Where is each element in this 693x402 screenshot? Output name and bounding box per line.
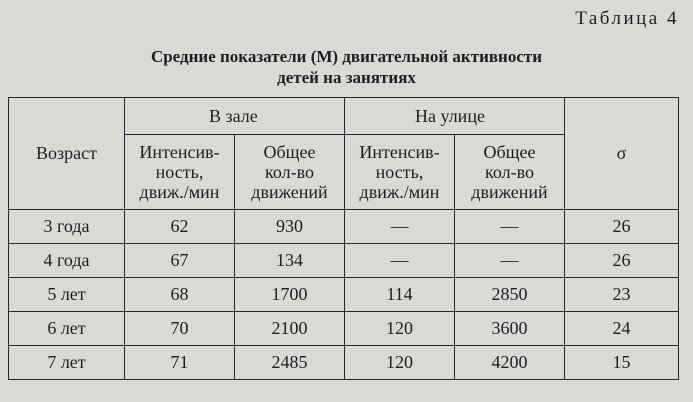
cell-street-intensity: — [345,244,455,278]
cell-street-intensity: — [345,210,455,244]
cell-hall-intensity: 71 [125,346,235,380]
cell-sigma: 26 [565,210,679,244]
cell-age: 5 лет [9,278,125,312]
header-row-top [9,98,679,135]
cell-sigma: 23 [565,278,679,312]
cell-age: 7 лет [9,346,125,380]
cell-hall-total: 930 [235,210,345,244]
cell-sigma: 26 [565,244,679,278]
cell-hall-intensity: 68 [125,278,235,312]
cell-street-total: 4200 [455,346,565,380]
cell-hall-total: 2485 [235,346,345,380]
cell-age: 4 года [9,244,125,278]
cell-street-intensity: 120 [345,346,455,380]
table-caption [0,46,693,88]
cell-street-total: 3600 [455,312,565,346]
cell-age: 3 года [9,210,125,244]
cell-sigma: 24 [565,312,679,346]
table-number: Таблица 4 [575,8,679,29]
header-street-total: Общее кол-во движений [455,135,565,210]
cell-hall-intensity: 70 [125,312,235,346]
table-row [9,346,679,380]
cell-hall-intensity: 67 [125,244,235,278]
table-row [9,244,679,278]
table-row [9,312,679,346]
header-street: На улице [345,98,565,135]
table-body [9,210,679,380]
caption-line-2: детей на занятиях [277,68,416,87]
table-row [9,210,679,244]
cell-age: 6 лет [9,312,125,346]
header-hall-total: Общее кол-во движений [235,135,345,210]
header-hall-intensity: Интенсив- ность, движ./мин [125,135,235,210]
cell-street-total: 2850 [455,278,565,312]
cell-sigma: 15 [565,346,679,380]
cell-hall-total: 134 [235,244,345,278]
header-hall: В зале [125,98,345,135]
caption-line-1: Средние показатели (М) двигательной активности [150,47,543,66]
cell-hall-total: 2100 [235,312,345,346]
table-row [9,278,679,312]
cell-hall-intensity: 62 [125,210,235,244]
cell-hall-total: 1700 [235,278,345,312]
cell-street-intensity: 114 [345,278,455,312]
header-age: Возраст [9,98,125,210]
cell-street-total: — [455,210,565,244]
header-street-intensity: Интенсив- ность, движ./мин [345,135,455,210]
header-sigma: σ [565,98,679,210]
activity-table [8,97,679,380]
cell-street-total: — [455,244,565,278]
cell-street-intensity: 120 [345,312,455,346]
